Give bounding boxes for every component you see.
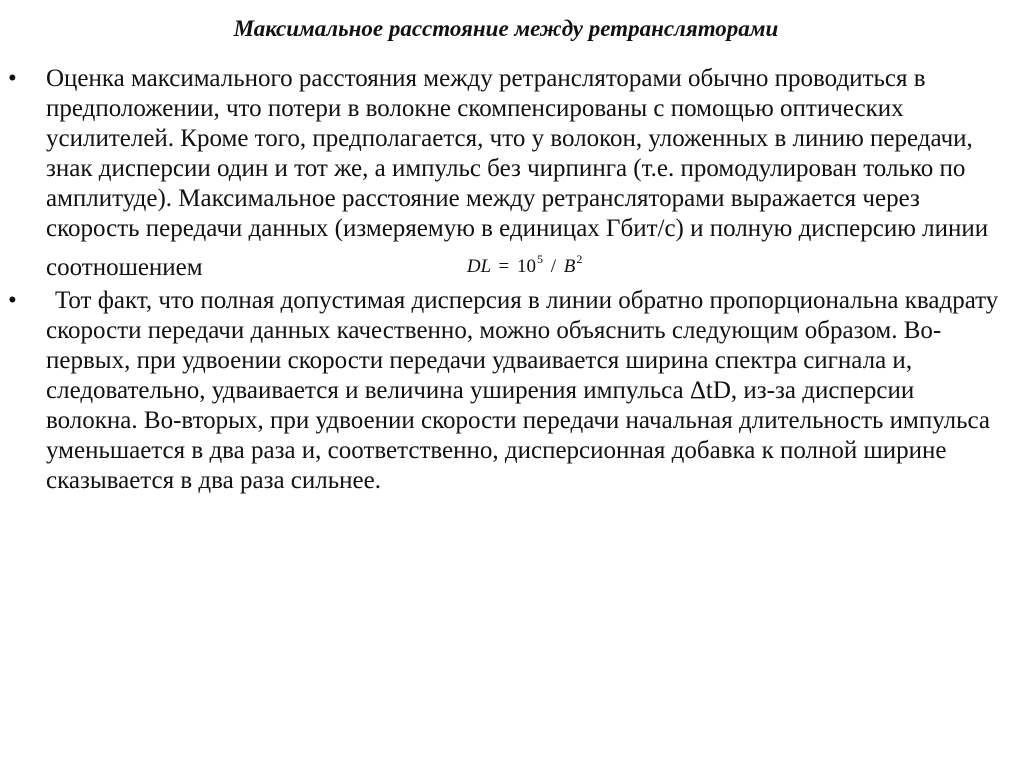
bullet-item-repeater-distance: [0, 64, 1024, 283]
bullet-list: [0, 64, 1024, 496]
formula-lhs: DL: [466, 256, 491, 277]
formula-equals: =: [498, 256, 510, 277]
dispersion-formula: [467, 244, 583, 282]
slide-title: Максимальное расстояние между ретрансляторами: [233, 16, 779, 41]
formula-exponent: 5: [537, 252, 544, 266]
bullet-text: Тот факт, что полная допустимая дисперсия в линии обратно пропорциональна квадрату скорости передачи данных качественно, можно объяснить следующим образом. Во-первых, при удвоении скорости передачи удваивается ширина спектра сигнала и, следовательно, удваивается и величина уширения импульса ΔtD, из-за дисперсии волокна. Во-вторых, при удвоении скорости передачи начальная длительность импульса уменьшается в два раза и, соответственно, дисперсионная добавка к полной ширине сказывается в два раза сильнее.: [46, 287, 999, 494]
bullet-marker: •: [8, 65, 17, 92]
bullet-text: Оценка максимального расстояния между ретрансляторами обычно проводиться в предположении, что потери в волокне скомпенсированы с помощью оптических усилителей. Кроме того, предполагается, что у волокон, уложенных в линию передачи, знак дисперсии один и тот же, а импульс без чирпинга (т.е. промодулирован только по амплитуде). Максимальное расстояние между ретрансляторами выражается через скорость передачи данных (измеряемую в единицах Гбит/с) и полную дисперсию линии соотношением: [46, 65, 989, 281]
formula-var: B: [563, 256, 576, 277]
bullet-marker: •: [8, 287, 17, 314]
formula-divide: /: [550, 256, 557, 277]
formula-base: 10: [517, 256, 537, 277]
bullet-item-dispersion-explanation: [0, 286, 1024, 496]
formula-var-exponent: 2: [576, 252, 583, 266]
